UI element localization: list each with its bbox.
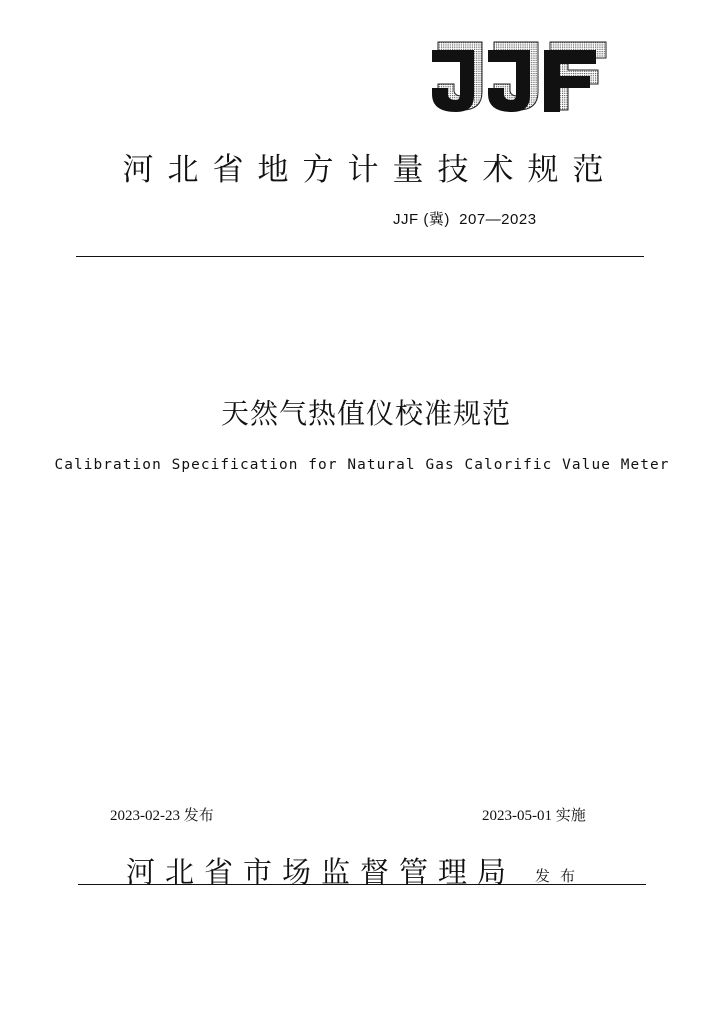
- document-title-en: Calibration Specification for Natural Gas Calorific Value Meter: [54, 457, 670, 473]
- standard-category-title: 河北省地方计量技术规范: [122, 152, 618, 188]
- standard-number: JJF (冀) 207—2023: [393, 211, 537, 228]
- publish-date: 2023-02-23 发布: [110, 808, 214, 824]
- issuing-authority: 河北省市场监督管理局: [126, 855, 517, 889]
- effective-date: 2023-05-01 实施: [482, 808, 586, 824]
- bottom-divider: [78, 884, 646, 885]
- issuing-authority-suffix: 发布: [535, 867, 586, 885]
- top-divider: [76, 256, 644, 257]
- jjf-logo: [430, 40, 608, 114]
- document-title-cn: 天然气热值仪校准规范: [220, 397, 511, 430]
